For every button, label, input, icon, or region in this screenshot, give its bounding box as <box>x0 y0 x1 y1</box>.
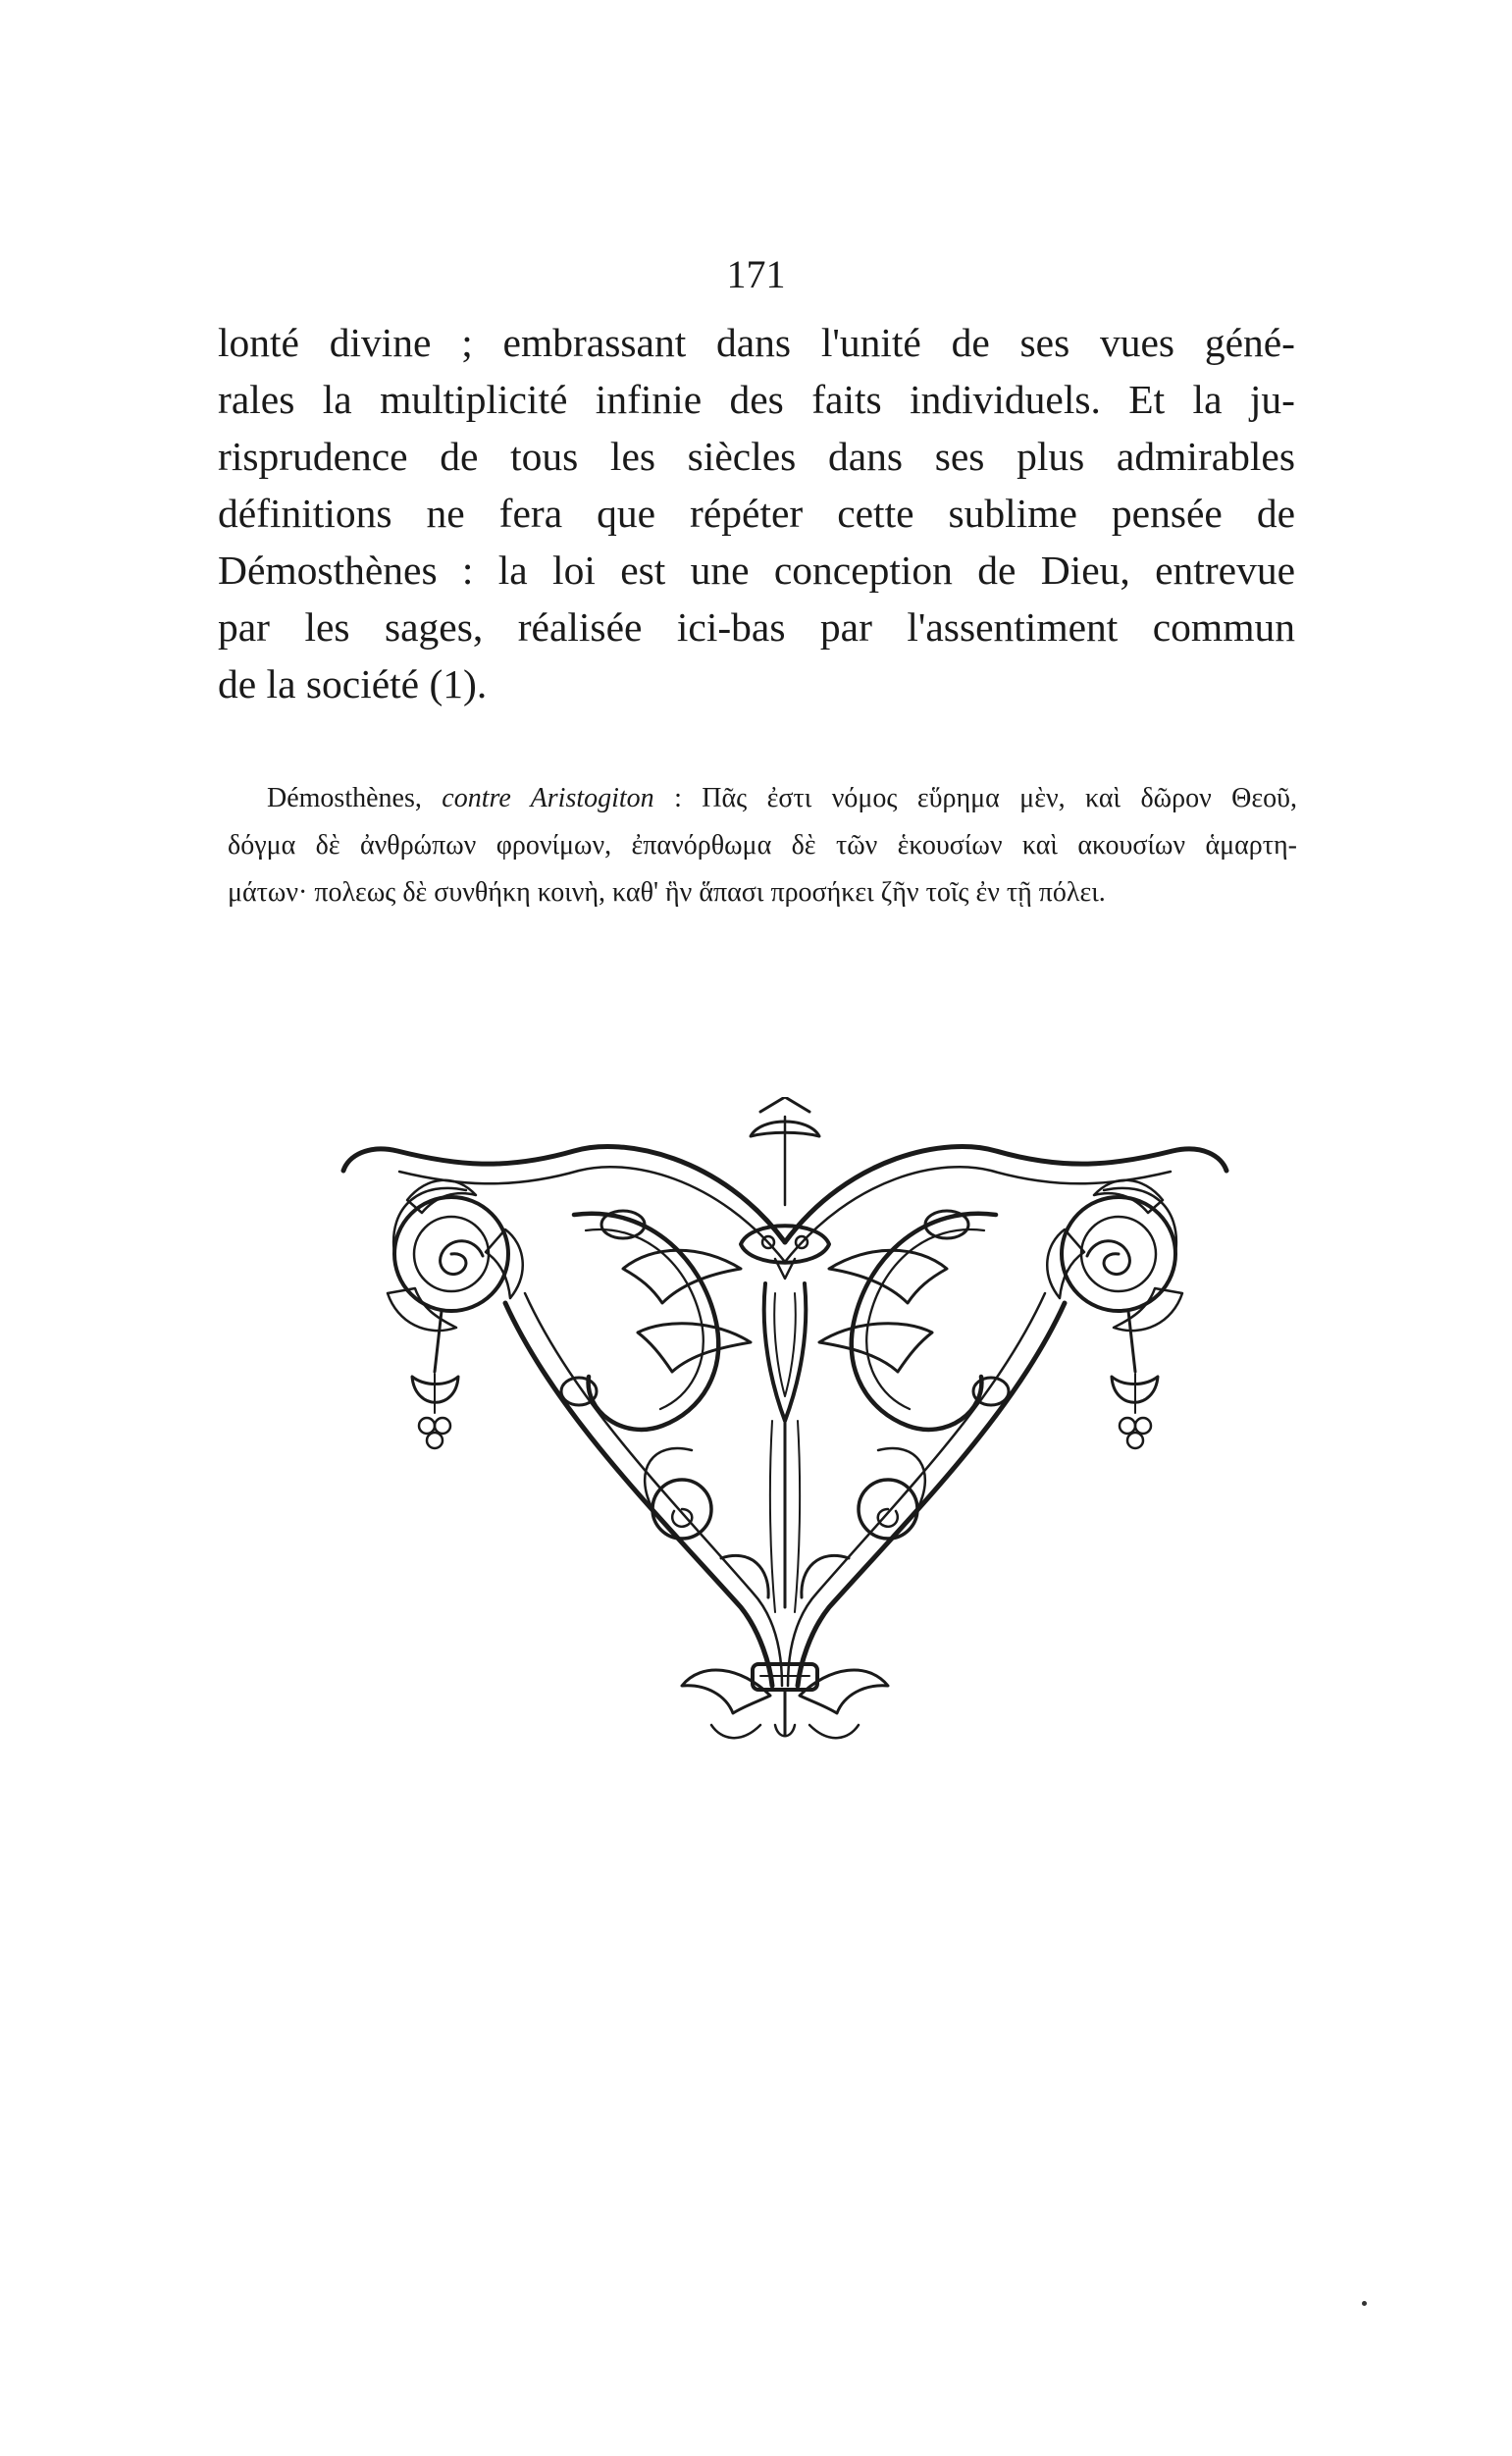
body-line: lonté divine ; embrassant dans l'unité de ses vues géné- <box>218 320 1295 365</box>
body-line: définitions ne fera que répéter cette sublime pensée de <box>218 491 1295 536</box>
footnote-line <box>228 775 1297 822</box>
body-line: par les sages, réalisée ici-bas par l'assentiment commun <box>218 604 1295 650</box>
body-line: de la société (1). <box>218 661 488 706</box>
footnote-author: Démosthènes, <box>267 783 422 813</box>
body-line: rales la multiplicité infinie des faits individuels. Et la ju- <box>218 377 1295 422</box>
footnote-work-title: contre Aristogiton <box>442 783 654 813</box>
body-paragraph <box>218 314 1295 712</box>
body-line: Démosthènes : la loi est une conception de Dieu, entrevue <box>218 548 1295 593</box>
footnote-line: μάτων· πολεως δὲ συνθήκη κοινὴ, καθ' ἣν ἅπασι προσήκει ζῆν τοῖς ἐν τῇ πόλει. <box>228 877 1106 908</box>
footnote-greek-quote: : Πᾶς ἐστι νόμος εὕρημα μὲν, καὶ δῶρον Θεοῦ, <box>674 783 1297 813</box>
footnote <box>228 775 1297 916</box>
footnote-line: δόγμα δὲ ἀνθρώπων φρονίμων, ἐπανόρθωμα δὲ τῶν ἑκουσίων καὶ ακουσίων ἁμαρτη- <box>228 830 1297 861</box>
body-line: risprudence de tous les siècles dans ses plus admirables <box>218 434 1295 479</box>
stray-ink-mark <box>1362 2301 1367 2306</box>
arabesque-tailpiece-ornament-icon <box>329 1097 1241 1747</box>
page-number: 171 <box>726 252 786 296</box>
